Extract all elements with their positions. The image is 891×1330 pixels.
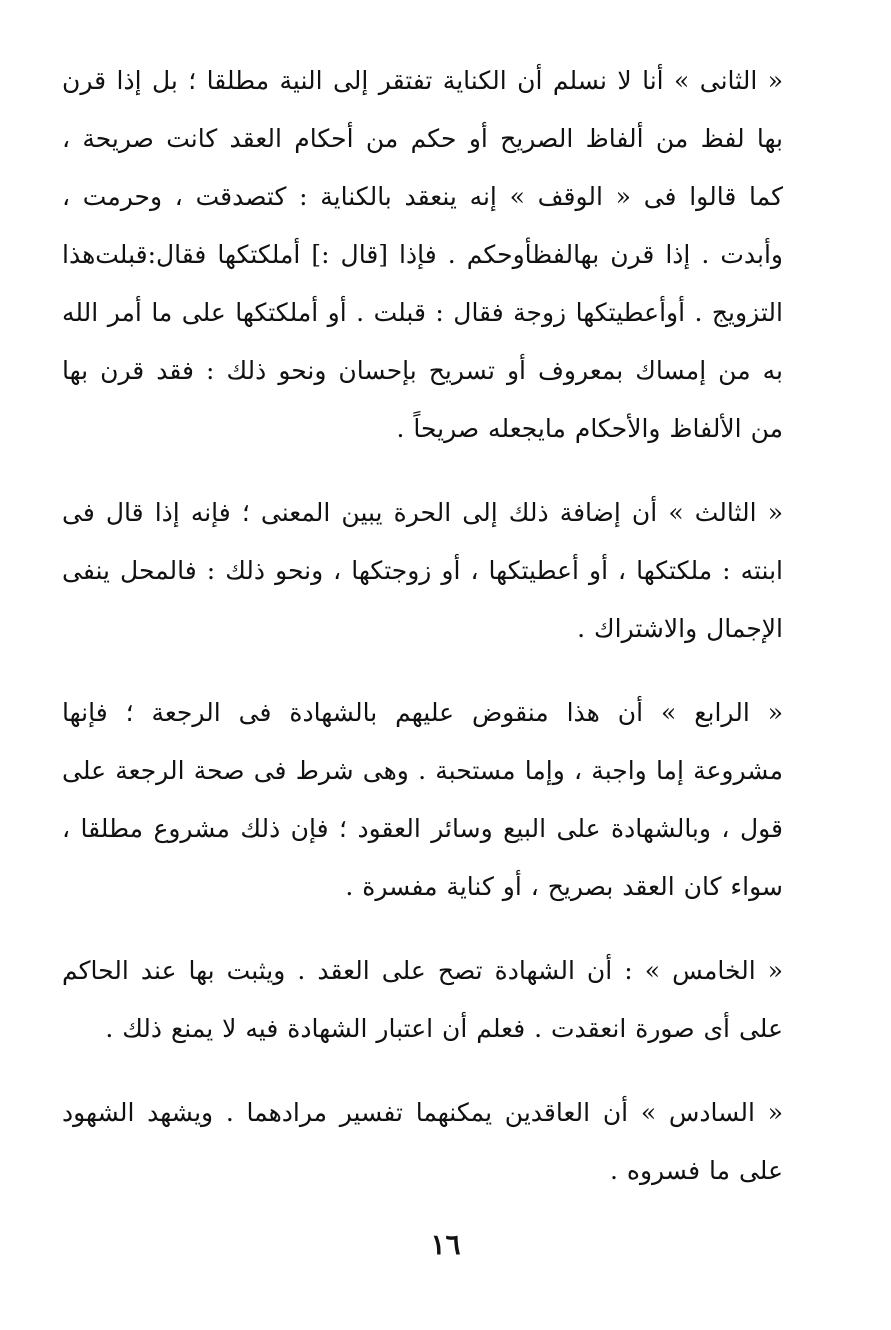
body-text xyxy=(62,52,783,1200)
page-number: ١٦ xyxy=(430,1228,461,1261)
paragraph-second: « الثانى » أنا لا نسلم أن الكناية تفتقر إلى النية مطلقا ؛ بل إذا قرن بها لفظ من ألفاظ الصريح أو حكم من أحكام العقد كانت صريحة ، كما قالوا فى « الوقف » إنه ينعقد بالكناية : كتصدقت ، وحرمت ، وأبدت . إذا قرن بهالفظأوحكم . فإذا [قال :] أملكتكها فقال:قبلت‌هذا التزويج . أوأعطيتكها زوجة فقال : قبلت . أو أملكتكها على ما أمر الله به من إمساك بمعروف أو تسريح بإحسان ونحو ذلك : فقد قرن بها من الألفاظ والأحكام مايجعله صريحاً . xyxy=(62,66,783,443)
paragraph-fourth: « الرابع » أن هذا منقوض عليهم بالشهادة فى الرجعة ؛ فإنها مشروعة إما واجبة ، وإما مستحبة . وهى شرط فى صحة الرجعة على قول ، وبالشهادة على البيع وسائر العقود ؛ فإن ذلك مشروع مطلقا ، سواء كان العقد بصريح ، أو كناية مفسرة . xyxy=(62,698,783,901)
paragraph-third: « الثالث » أن إضافة ذلك إلى الحرة يبين المعنى ؛ فإنه إذا قال فى ابنته : ملكتكها ، أو أعطيتكها ، أو زوجتكها ، ونحو ذلك : فالمحل ينفى الإجمال والاشتراك . xyxy=(62,498,783,643)
paragraph-sixth: « السادس » أن العاقدين يمكنهما تفسير مرادهما . ويشهد الشهود على ما فسروه . xyxy=(62,1098,783,1185)
paragraph-fifth: « الخامس » : أن الشهادة تصح على العقد . ويثبت بها عند الحاكم على أى صورة انعقدت . فعلم أن اعتبار الشهادة فيه لا يمنع ذلك . xyxy=(62,956,783,1043)
